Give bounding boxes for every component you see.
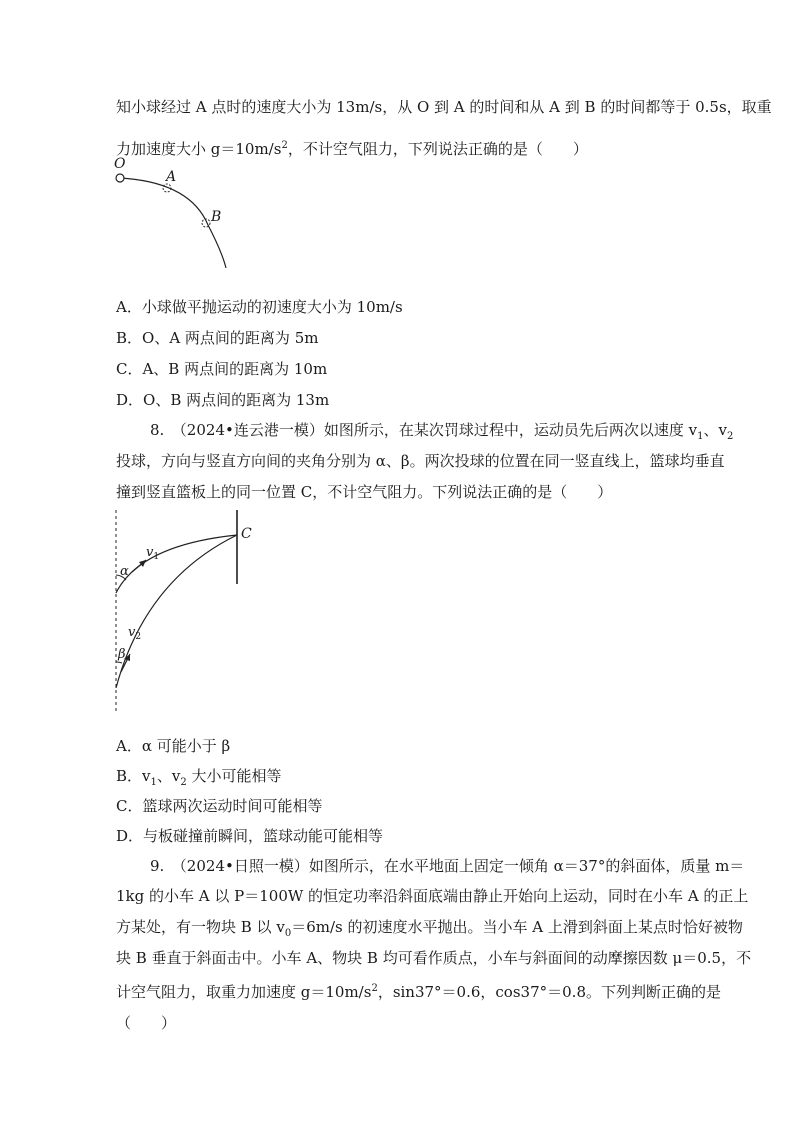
- q9-stem-line-4: 块 B 垂直于斜面击中。小车 A、物块 B 均可看作质点，小车与斜面间的动摩擦因数 μ＝0.5，不: [116, 949, 752, 967]
- q8-label-alpha: α: [120, 564, 129, 579]
- q9-stem-line-3: 方某处，有一物块 B 以 $v_0=6m/s$ 的初速度水平抛出。当小车 A 上滑到斜面上某点时恰好被物: [116, 918, 743, 939]
- q7-stem-line-1: 知小球经过 A 点时的速度大小为 13m/s，从 O 到 A 的时间和从 A 到 B 的时间都等于 0.5s，取重: [116, 98, 772, 116]
- q8-stem-line-3: 撞到竖直篮板上的同一位置 C，不计空气阻力。下列说法正确的是（ ）: [116, 483, 613, 501]
- q9-answer-blank: （ ）: [116, 1014, 177, 1032]
- q7-option-a: A．小球做平抛运动的初速度大小为 10m/s: [116, 298, 403, 316]
- q8-option-b: B．$v_1$、$v_2$ 大小可能相等: [116, 767, 282, 788]
- q9-stem-line-1: 9. （2024•日照一模）如图所示，在水平地面上固定一倾角 α＝37°的斜面体，质量 m＝: [150, 857, 745, 875]
- q8-option-c: C．篮球两次运动时间可能相等: [116, 797, 323, 815]
- q8-trajectory-1: [116, 535, 237, 593]
- q8-label-beta: β: [118, 647, 126, 662]
- q8-stem-line-2: 投球，方向与竖直方向间的夹角分别为 α、β。两次投球的位置在同一竖直线上，篮球均垂直: [116, 452, 725, 470]
- q7-label-b: B: [211, 209, 222, 225]
- q7-option-d: D．O、B 两点间的距离为 13m: [116, 391, 330, 409]
- q8-stem-line-1: 8. （2024•连云港一模）如图所示，在某次罚球过程中，运动员先后两次以速度 $v_1$、$v_2$: [150, 421, 734, 442]
- q8-trajectory-2: [116, 535, 237, 688]
- q8-label-v2: $v_2$: [128, 625, 142, 642]
- q8-option-a: A．α 可能小于 β: [116, 737, 231, 755]
- q7-option-b: B．O、A 两点间的距离为 5m: [116, 329, 319, 347]
- q8-label-c: C: [241, 526, 252, 542]
- q8-option-d: D．与板碰撞前瞬间，篮球动能可能相等: [116, 827, 384, 845]
- q8-label-v1: $v_1$: [146, 545, 160, 562]
- q7-label-a: A: [166, 169, 177, 185]
- q7-option-c: C．A、B 两点间的距离为 10m: [116, 360, 328, 378]
- q9-stem-line-2: 1kg 的小车 A 以 P＝100W 的恒定功率沿斜面底端由静止开始向上运动，同时在小车 A 的正上: [116, 887, 749, 905]
- q7-label-o: O: [114, 156, 126, 172]
- q7-stem-line-2: 力加速度大小 $g=10m/s^2$，不计空气阻力，下列说法正确的是（ ）: [116, 140, 588, 158]
- q9-stem-line-5: 计空气阻力，取重力加速度 $g=10m/s^2$，sin37°＝0.6，cos37°＝0.8。下列判断正确的是: [116, 983, 721, 1001]
- q8-angle-arc-beta: [116, 662, 122, 663]
